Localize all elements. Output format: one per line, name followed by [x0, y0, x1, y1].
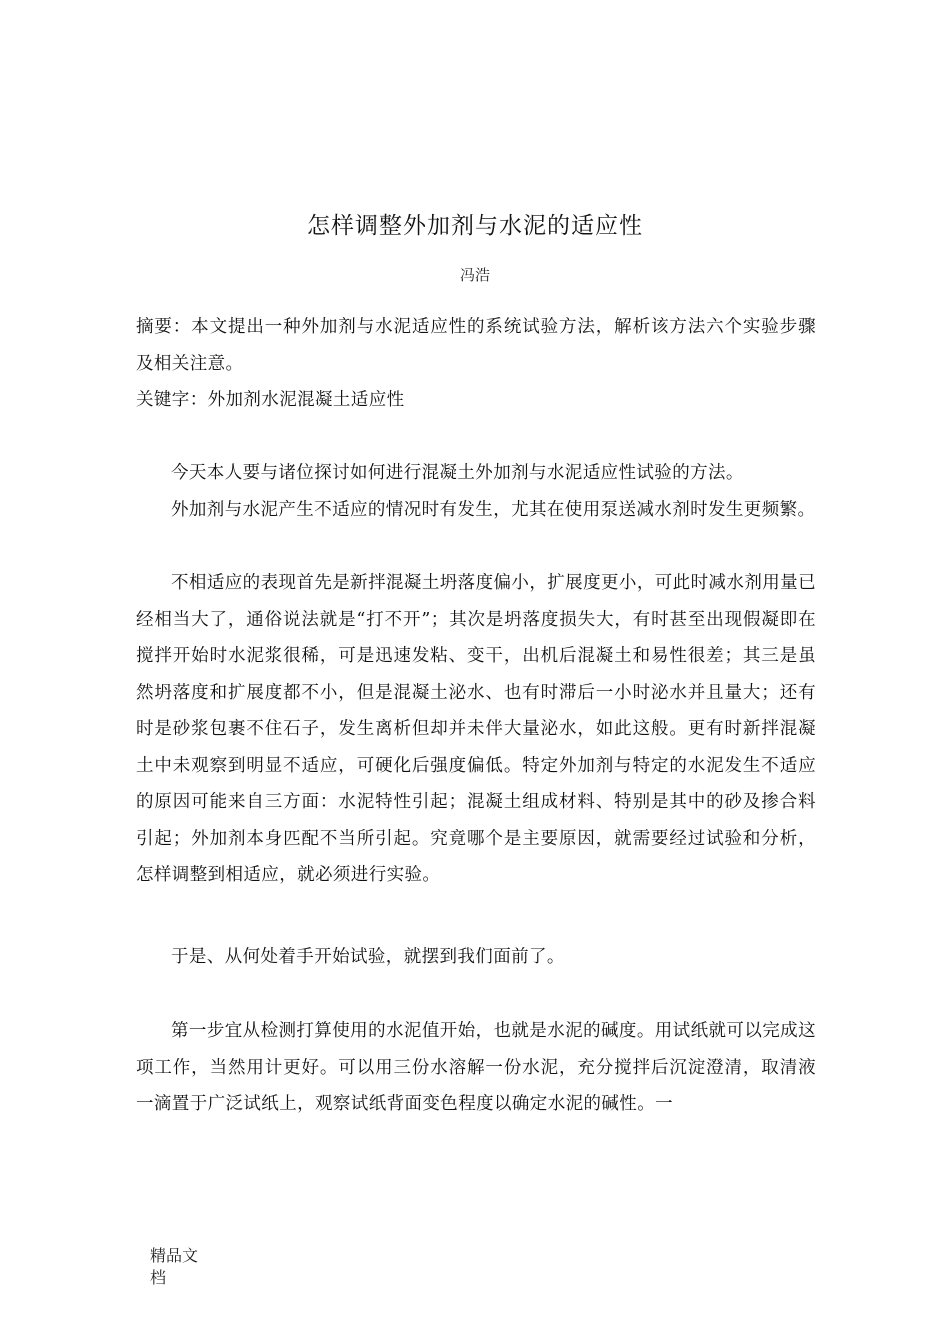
abstract-paragraph: 摘要：本文提出一种外加剂与水泥适应性的系统试验方法，解析该方法六个实验步骤及相关注意。: [136, 317, 816, 374]
document-author: 冯浩: [459, 266, 490, 284]
document-title: 怎样调整外加剂与水泥的适应性: [307, 213, 643, 239]
body-paragraph: 于是、从何处着手开始试验，就摆到我们面前了。: [171, 947, 565, 967]
body-paragraph: 外加剂与水泥产生不适应的情况时有发生，尤其在使用泵送减水剂时发生更频繁。: [171, 500, 816, 520]
body-paragraph: 今天本人要与诸位探讨如何进行混凝土外加剂与水泥适应性试验的方法。: [171, 463, 744, 483]
footer-label: 精品文档: [150, 1246, 199, 1287]
body-paragraph: 不相适应的表现首先是新拌混凝土坍落度偏小，扩展度更小，可此时减水剂用量已经相当大了，通俗说法就是“打不开”；其次是坍落度损失大，有时甚至出现假凝即在搅拌开始时水泥浆很稀，可是迅速发粘、变干，出机后混凝土和易性很差；其三是虽然坍落度和扩展度都不小，但是混凝土泌水、也有时滞后一小时泌水并且量大；还有时是砂浆包裹不住石子，发生离析但却并未伴大量泌水，如此这般。更有时新拌混凝土中未观察到明显不适应，可硬化后强度偏低。特定外加剂与特定的水泥发生不适应的原因可能来自三方面：水泥特性引起；混凝土组成材料、特别是其中的砂及掺合料引起；外加剂本身匹配不当所引起。究竟哪个是主要原因，就需要经过试验和分析，怎样调整到相适应，就必须进行实验。: [136, 573, 816, 885]
body-paragraph: 第一步宜从检测打算使用的水泥值开始，也就是水泥的碱度。用试纸就可以完成这项工作，当然用计更好。可以用三份水溶解一份水泥，充分搅拌后沉淀澄清，取清液一滴置于广泛试纸上，观察试纸背面变色程度以确定水泥的碱性。一: [136, 1021, 816, 1114]
keywords-line: 关键字：外加剂水泥混凝土适应性: [136, 390, 405, 410]
